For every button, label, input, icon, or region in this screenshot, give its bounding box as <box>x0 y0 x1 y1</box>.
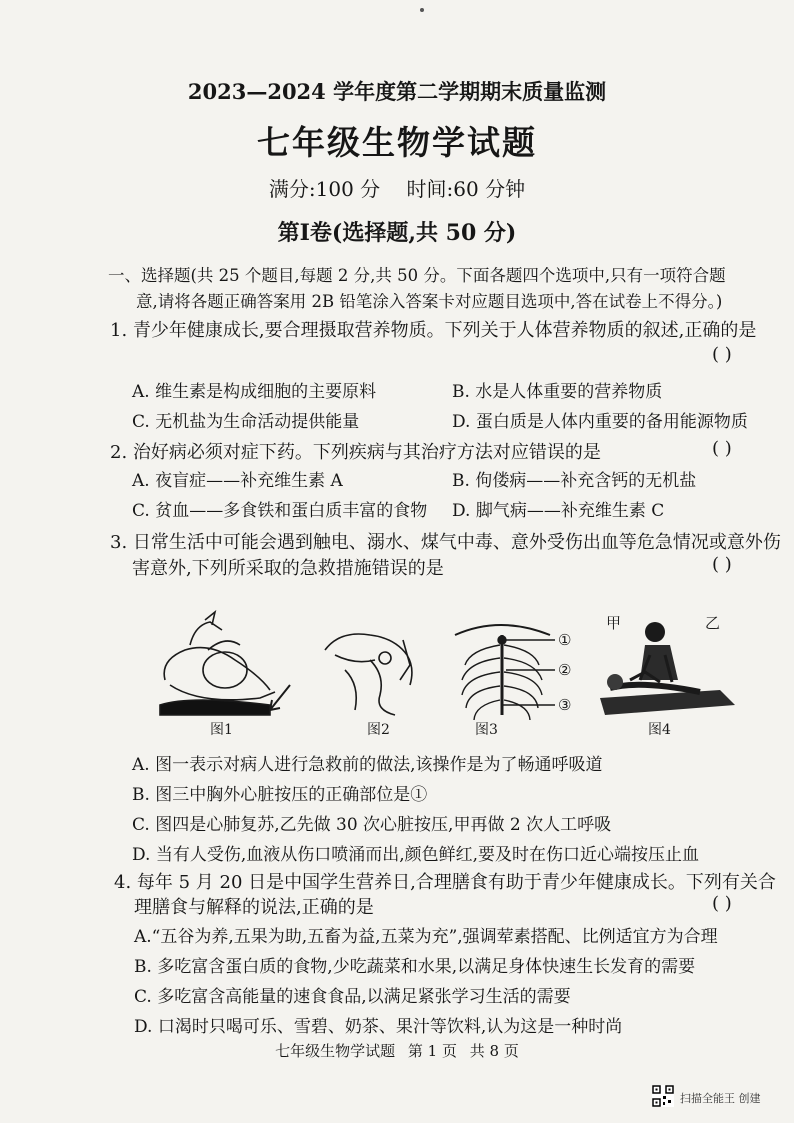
exam-title: 七年级生物学试题 <box>257 123 537 162</box>
q2-option-c: C. 贫血——多食铁和蛋白质丰富的食物 <box>132 501 428 521</box>
q2-option-b: B. 佝偻病——补充含钙的无机盐 <box>452 471 697 491</box>
q2-option-a: A. 夜盲症——补充维生素 A <box>132 471 343 491</box>
q3-option-d: D. 当有人受伤,血液从伤口喷涌而出,颜色鲜红,要及时在伤口近心端按压止血 <box>132 845 700 865</box>
q3-figures <box>150 610 740 740</box>
q4-option-a: A.“五谷为养,五果为助,五畜为益,五菜为充”,强调荤素搭配、比例适宜方为合理 <box>134 927 718 947</box>
q3-option-a: A. 图一表示对病人进行急救前的做法,该操作是为了畅通呼吸道 <box>132 755 603 775</box>
full-score: 满分:100 分 <box>268 177 381 201</box>
instructions-line-1: 一、选择题(共 25 个题目,每题 2 分,共 50 分。下面各题四个选项中,只有一项符合题 <box>108 266 726 285</box>
fig1-caption: 图1 <box>210 722 233 738</box>
instructions-line-2: 意,请将各题正确答案用 2B 铅笔涂入答案卡对应题目选项中,答在试卷上不得分。) <box>136 292 723 311</box>
fig3-caption: 图3 <box>475 722 498 738</box>
section-title: 第Ⅰ卷(选择题,共 50 分) <box>277 220 517 246</box>
footer-subject: 七年级生物学试题 <box>275 1042 396 1060</box>
exam-meta <box>0 173 794 202</box>
figure-1-head-tilt <box>160 612 290 715</box>
q1-option-a: A. 维生素是构成细胞的主要原料 <box>132 382 377 402</box>
time-limit: 时间:60 分钟 <box>406 177 526 201</box>
fig4-label-yi: 乙 <box>705 614 721 632</box>
q1-stem: 1. 青少年健康成长,要合理摄取营养物质。下列关于人体营养物质的叙述,正确的是 <box>110 320 757 341</box>
q4-stem-line-2: 理膳食与解释的说法,正确的是 <box>134 897 374 918</box>
q4-option-b: B. 多吃富含蛋白质的食物,少吃蔬菜和水果,以满足身体快速生长发育的需要 <box>134 957 696 977</box>
fig3-label-2: ② <box>558 661 572 679</box>
q4-answer-paren: ( ) <box>712 893 732 914</box>
fig3-label-3: ③ <box>558 696 572 714</box>
fig4-caption: 图4 <box>648 722 671 738</box>
figure-4-cpr <box>600 622 735 715</box>
q4-option-d: D. 口渴时只喝可乐、雪碧、奶茶、果汁等饮料,认为这是一种时尚 <box>134 1017 623 1037</box>
fig2-caption: 图2 <box>367 722 390 738</box>
q4-stem-line-1: 4. 每年 5 月 20 日是中国学生营养日,合理膳食有助于青少年健康成长。下列有关合 <box>114 872 776 893</box>
q2-option-d: D. 脚气病——补充维生素 C <box>452 501 665 521</box>
q1-option-d: D. 蛋白质是人体内重要的备用能源物质 <box>452 412 748 432</box>
q2-answer-paren: ( ) <box>712 438 732 459</box>
figure-2-airway <box>325 634 412 715</box>
scanner-watermark: 扫描全能王 创建 <box>680 1092 761 1105</box>
q1-option-c: C. 无机盐为生命活动提供能量 <box>132 412 360 432</box>
qr-code-icon <box>652 1085 674 1107</box>
page-footer <box>0 1040 794 1061</box>
fig4-label-jia: 甲 <box>606 614 622 632</box>
q1-answer-paren: ( ) <box>712 344 732 365</box>
speck <box>420 8 424 12</box>
footer-total: 共 8 页 <box>469 1042 519 1060</box>
q2-stem: 2. 治好病必须对症下药。下列疾病与其治疗方法对应错误的是 <box>110 442 601 463</box>
q3-stem-line-1: 3. 日常生活中可能会遇到触电、溺水、煤气中毒、意外受伤出血等危急情况或意外伤 <box>110 532 781 553</box>
q3-option-c: C. 图四是心肺复苏,乙先做 30 次心脏按压,甲再做 2 次人工呼吸 <box>132 815 612 835</box>
q3-stem-line-2: 害意外,下列所采取的急救措施错误的是 <box>132 558 444 579</box>
fig3-label-1: ① <box>558 631 572 649</box>
q3-answer-paren: ( ) <box>712 554 732 575</box>
q1-option-b: B. 水是人体重要的营养物质 <box>452 382 663 402</box>
figure-3-rib-cage <box>455 625 555 720</box>
footer-page: 第 1 页 <box>407 1042 457 1060</box>
q3-option-b: B. 图三中胸外心脏按压的正确部位是① <box>132 785 428 805</box>
q4-option-c: C. 多吃富含高能量的速食食品,以满足紧张学习生活的需要 <box>134 987 571 1007</box>
exam-year-line: 2023—2024 学年度第二学期期末质量监测 <box>187 79 607 104</box>
